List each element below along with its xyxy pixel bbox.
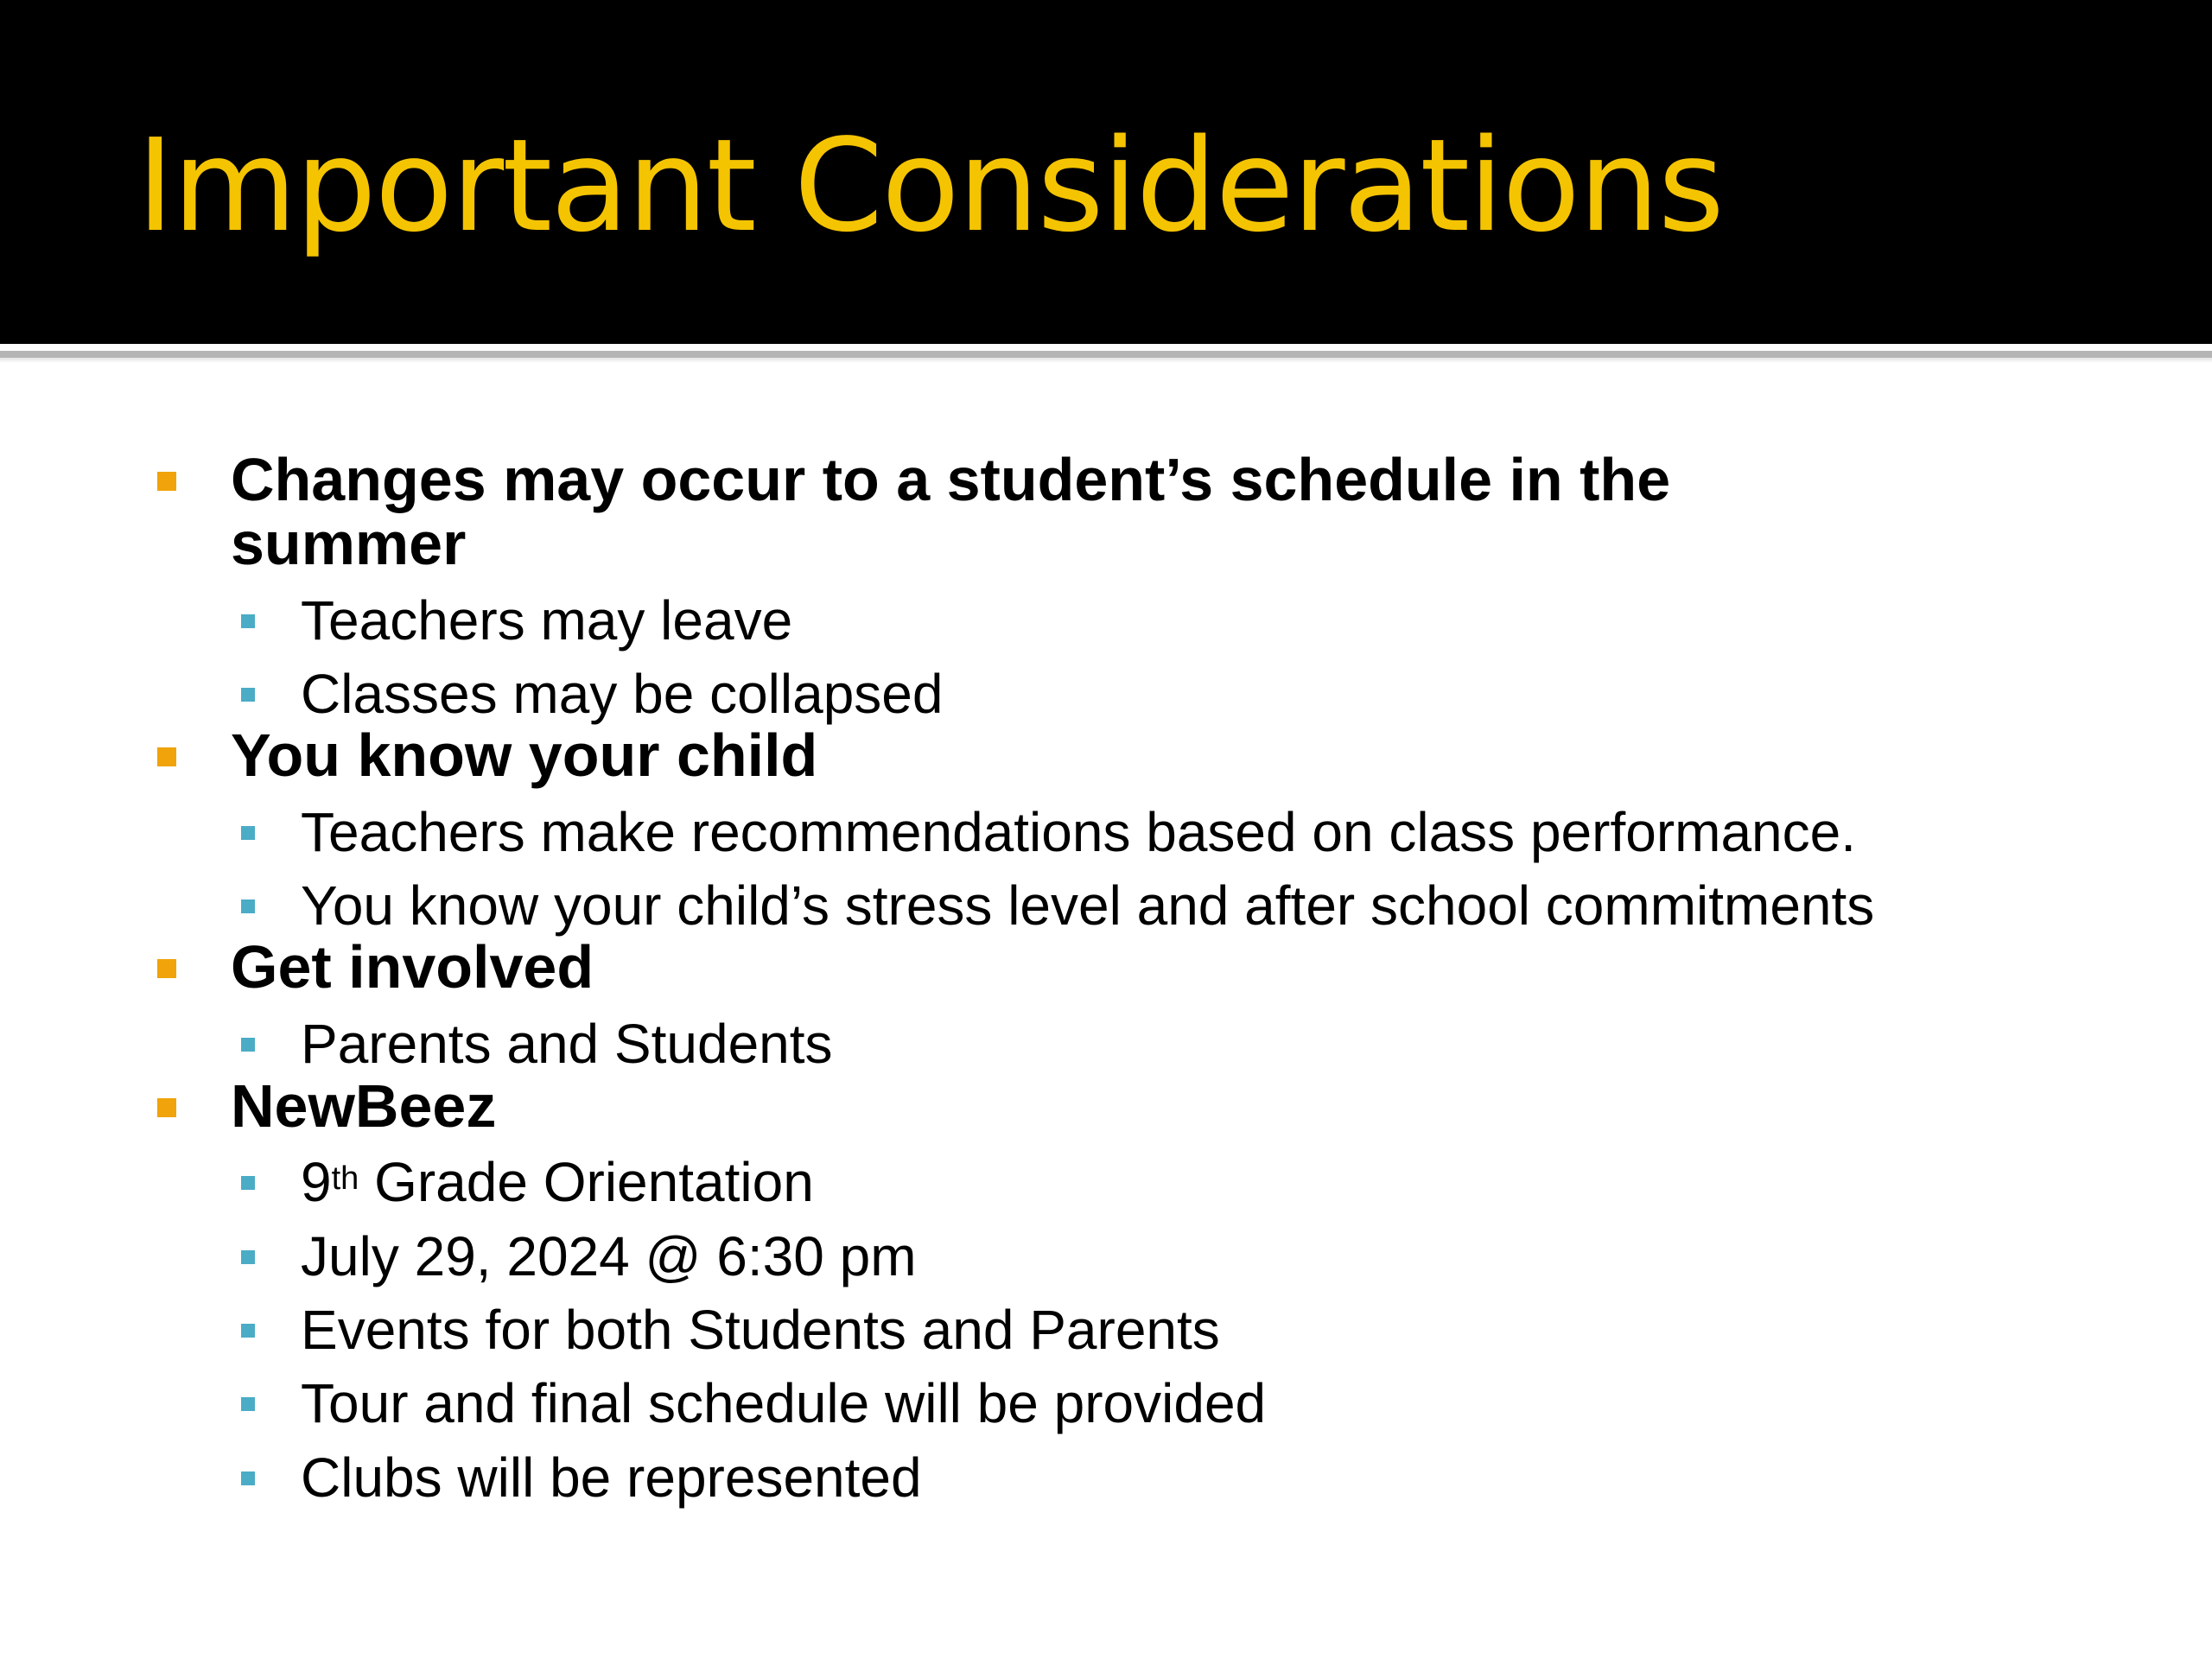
bullet-text: July 29, 2024 @ 6:30 pm xyxy=(301,1225,917,1287)
bullet-text: Parents and Students xyxy=(301,1013,833,1075)
square-bullet-icon xyxy=(241,899,255,913)
grade-number: 9 xyxy=(301,1151,332,1213)
square-bullet-icon xyxy=(157,959,176,978)
square-bullet-icon xyxy=(157,472,176,491)
bullet-text: Teachers make recommendations based on class performance. xyxy=(301,801,1856,863)
square-bullet-icon xyxy=(157,747,176,766)
orientation-label: Grade Orientation xyxy=(359,1151,814,1213)
square-bullet-icon xyxy=(241,1324,255,1338)
square-bullet-icon xyxy=(157,1098,176,1117)
bullet-text xyxy=(301,1149,814,1215)
bullet-text: Changes may occur to a student’s schedule in the xyxy=(231,446,1671,513)
square-bullet-icon xyxy=(241,614,255,628)
square-bullet-icon xyxy=(241,826,255,840)
square-bullet-icon xyxy=(241,1176,255,1190)
square-bullet-icon xyxy=(241,1471,255,1485)
bullet-text: Clubs will be represented xyxy=(301,1446,922,1509)
square-bullet-icon xyxy=(241,1038,255,1052)
ordinal-suffix: th xyxy=(331,1160,359,1197)
square-bullet-icon xyxy=(241,1250,255,1264)
square-bullet-icon xyxy=(241,688,255,702)
bullet-text: NewBeez xyxy=(231,1072,497,1140)
bullet-text: Events for both Students and Parents xyxy=(301,1299,1220,1361)
bullet-text: Get involved xyxy=(231,933,594,1001)
bullet-text: Tour and final schedule will be provided xyxy=(301,1372,1267,1434)
bullet-text: summer xyxy=(231,510,467,577)
square-bullet-icon xyxy=(241,1397,255,1411)
bullet-text: You know your child xyxy=(231,721,818,789)
bullet-text: Classes may be collapsed xyxy=(301,663,944,725)
bullet-text: Teachers may leave xyxy=(301,589,793,652)
bullet-text: You know your child’s stress level and after school commitments xyxy=(301,874,1875,937)
slide-title: Important Considerations xyxy=(137,111,1723,260)
